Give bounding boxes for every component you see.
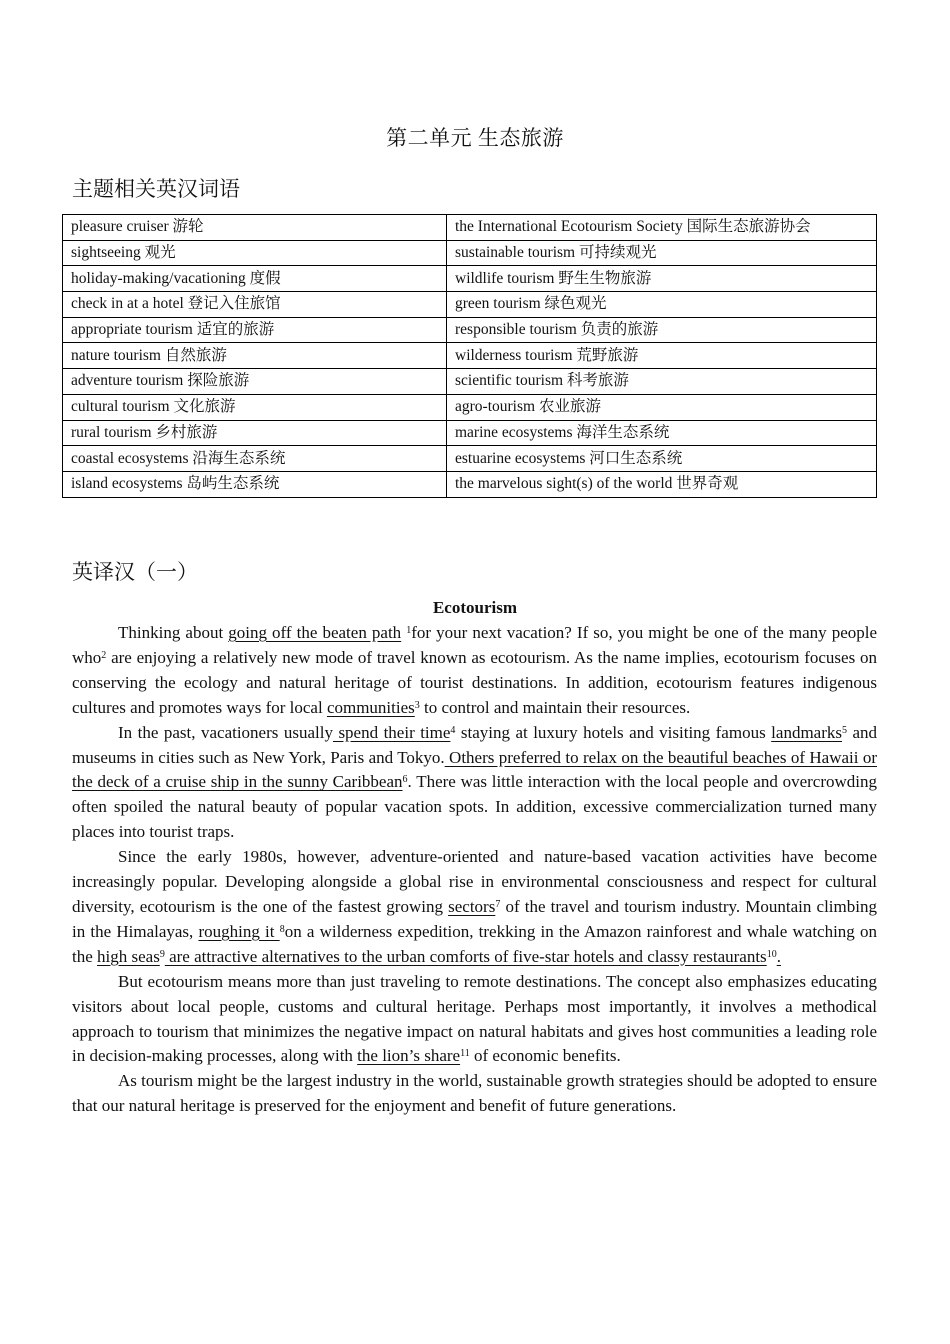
vocab-cell: scientific tourism 科考旅游 (447, 369, 877, 395)
vocab-cell: holiday-making/vacationing 度假 (63, 266, 447, 292)
vocab-cell: appropriate tourism 适宜的旅游 (63, 317, 447, 343)
text-run: Thinking about (118, 623, 229, 642)
underlined-phrase: Others preferred to relax on the beautiful beaches of Hawaii or the deck of a cruise ship in the sunny Caribbean (72, 747, 877, 792)
text-run: on a wilderness expedition, trekking in the Amazon rainforest and whale watching on the (72, 921, 877, 966)
vocab-cell: wilderness tourism 荒野旅游 (447, 343, 877, 369)
vocab-cell: rural tourism 乡村旅游 (63, 420, 447, 446)
vocab-row (63, 394, 877, 420)
vocab-row (63, 446, 877, 472)
text-run: and museums in cities such as New York, Paris and Tokyo. (72, 722, 878, 767)
article-paragraph (72, 721, 877, 846)
text-run: of the travel and tourism industry. Mountain climbing in the Himalayas, (72, 896, 877, 941)
footnote-marker: 9 (159, 948, 165, 960)
underlined-phrase: landmarks (771, 722, 842, 742)
footnote-marker: 7 (495, 898, 501, 910)
underlined-phrase: spend their time (332, 722, 451, 742)
underlined-phrase: going off the beaten path (228, 623, 402, 642)
text-run: . There was little interaction with the local people and overcrowding often spoiled the natural beauty of popular vacation spots. In addition, excessive commercialization turned many places into tourist traps. (72, 772, 877, 842)
vocab-heading: 主题相关英汉词语 (72, 177, 240, 201)
footnote-marker: 10 (766, 948, 777, 960)
vocab-row (63, 240, 877, 266)
article-paragraph (72, 845, 877, 970)
footnote-marker: 1 (406, 625, 412, 636)
article-paragraph (72, 621, 877, 721)
text-run: Since the early 1980s, however, adventure-oriented and nature-based vacation activities have become increasingly popular. Developing alongside a global rise in environmental consciousness and respect for cultural diversity, ecotourism is the one of the fastest growing (72, 847, 877, 916)
text-run: In the past, vacationers usually (118, 722, 333, 742)
article-paragraph (72, 1069, 877, 1119)
vocab-cell: sustainable tourism 可持续观光 (447, 240, 877, 266)
text-run: But ecotourism means more than just traveling to remote destinations. The concept also emphasizes educating visitors about local people, customs and cultural heritage. Perhaps most importantly, it involves a methodical approach to tourism that minimizes the negative impact on natural habitats and gives host communities a leading role in decision-making processes, along with (72, 971, 877, 1066)
vocab-cell: the marvelous sight(s) of the world 世界奇观 (447, 471, 877, 497)
text-run: for your next vacation? If so, you might be one of the many people who (72, 623, 878, 667)
vocab-cell: coastal ecosystems 沿海生态系统 (63, 446, 447, 472)
vocab-cell: marine ecosystems 海洋生态系统 (447, 420, 877, 446)
vocab-cell: pleasure cruiser 游轮 (63, 215, 447, 241)
footnote-marker: 3 (414, 699, 420, 711)
text-run: of economic benefits. (469, 1046, 621, 1066)
footnote-marker: 6 (402, 774, 408, 786)
underlined-phrase: . (776, 946, 781, 966)
footnote-marker: 5 (842, 724, 847, 736)
underlined-phrase: are attractive alternatives to the urban comforts of five-star hotels and classy restaurants (164, 946, 767, 966)
vocab-cell: estuarine ecosystems 河口生态系统 (447, 446, 877, 472)
footnote-marker: 11 (460, 1048, 470, 1060)
text-run: staying at luxury hotels and visiting famous (455, 722, 772, 742)
article-title: Ecotourism (432, 598, 518, 617)
vocab-cell: wildlife tourism 野生生物旅游 (447, 266, 877, 292)
vocab-cell: agro-tourism 农业旅游 (447, 394, 877, 420)
vocab-table (62, 214, 877, 498)
unit-title: 第二单元 生态旅游 (386, 126, 564, 150)
vocab-cell: adventure tourism 探险旅游 (63, 369, 447, 395)
vocab-row (63, 292, 877, 318)
footnote-marker: 4 (450, 724, 456, 736)
vocab-row (63, 369, 877, 395)
underlined-phrase: communities (326, 697, 415, 717)
vocab-row (63, 343, 877, 369)
vocab-cell: responsible tourism 负责的旅游 (447, 317, 877, 343)
article-body (72, 621, 877, 1119)
text-run: are enjoying a relatively new mode of travel known as ecotourism. As the name implies, ecotourism focuses on conserving the ecology and natural heritage of tourist destinations. In addition, ecotourism features indigenous cultures and promotes ways for local (72, 647, 877, 717)
article-paragraph (72, 970, 877, 1070)
text-run: to control and maintain their resources. (419, 697, 691, 717)
translation-heading: 英译汉（一） (72, 560, 198, 584)
underlined-phrase: high seas (97, 946, 160, 966)
vocab-cell: sightseeing 观光 (63, 240, 447, 266)
vocab-table-body (63, 215, 877, 498)
vocab-cell: nature tourism 自然旅游 (63, 343, 447, 369)
vocab-row (63, 266, 877, 292)
vocab-cell: green tourism 绿色观光 (447, 292, 877, 318)
footnote-marker: 8 (279, 923, 285, 935)
vocab-cell: the International Ecotourism Society 国际生态旅游协会 (447, 215, 877, 241)
text-run: As tourism might be the largest industry in the world, sustainable growth strategies should be adopted to ensure that our natural heritage is preserved for the enjoyment and benefit of future generations. (72, 1071, 877, 1116)
vocab-row (63, 317, 877, 343)
vocab-cell: check in at a hotel 登记入住旅馆 (63, 292, 447, 318)
footnote-marker: 2 (101, 649, 107, 661)
vocab-row (63, 420, 877, 446)
underlined-phrase: sectors (448, 896, 496, 916)
vocab-row (63, 471, 877, 497)
vocab-cell: cultural tourism 文化旅游 (63, 394, 447, 420)
underlined-phrase: roughing it (198, 921, 280, 941)
vocab-row (63, 215, 877, 241)
underlined-phrase: the lion’s share (357, 1046, 461, 1066)
vocab-cell: island ecosystems 岛屿生态系统 (63, 471, 447, 497)
